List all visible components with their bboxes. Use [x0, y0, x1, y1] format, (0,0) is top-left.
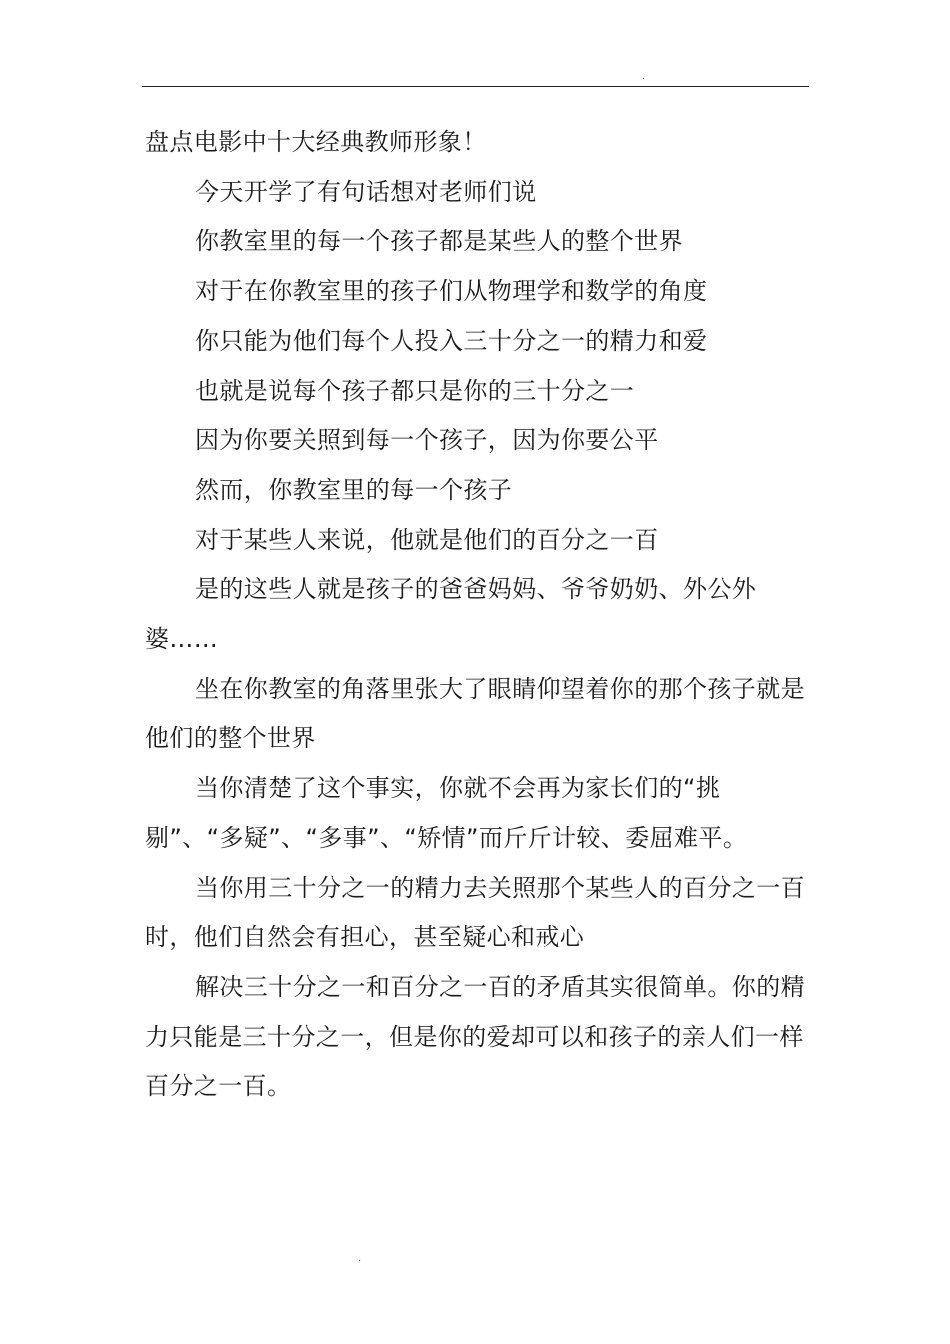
- paragraph: 对于在你教室里的孩子们从物理学和数学的角度: [195, 277, 708, 306]
- paragraph: 对于某些人来说，他就是他们的百分之一百: [195, 525, 659, 554]
- paragraph: 你只能为他们每个人投入三十分之一的精力和爱: [195, 326, 708, 355]
- header-dot: .: [642, 71, 646, 82]
- paragraph: 你教室里的每一个孩子都是某些人的整个世界: [195, 227, 683, 256]
- document-title: 盘点电影中十大经典教师形象！: [145, 128, 487, 156]
- paragraph: 当你用三十分之一的精力去关照那个某些人的百分之一百时，他们自然会有担心，甚至疑心和戒心: [145, 873, 805, 952]
- paragraph: 今天开学了有句话想对老师们说: [195, 177, 537, 206]
- paragraph: 也就是说每个孩子都只是你的三十分之一: [195, 376, 635, 405]
- paragraph: 是的这些人就是孩子的爸爸妈妈、爷爷奶奶、外公外婆……: [145, 575, 757, 654]
- paragraph: 然而，你教室里的每一个孩子: [195, 475, 513, 504]
- document-body: [145, 118, 807, 1112]
- paragraph: 坐在你教室的角落里张大了眼睛仰望着你的那个孩子就是他们的整个世界: [145, 674, 805, 753]
- paragraph: 当你清楚了这个事实，你就不会再为家长们的“挑剔”、“多疑”、“多事”、“矫情”而斤斤计较、委屈难平。: [145, 774, 748, 852]
- header-rule: [142, 86, 809, 87]
- paragraph: 因为你要关照到每一个孩子，因为你要公平: [195, 426, 659, 455]
- paragraph: 解决三十分之一和百分之一百的矛盾其实很简单。你的精力只能是三十分之一，但是你的爱却可以和孩子的亲人们一样百分之一百。: [145, 972, 805, 1101]
- footer-dot: .: [358, 1253, 362, 1264]
